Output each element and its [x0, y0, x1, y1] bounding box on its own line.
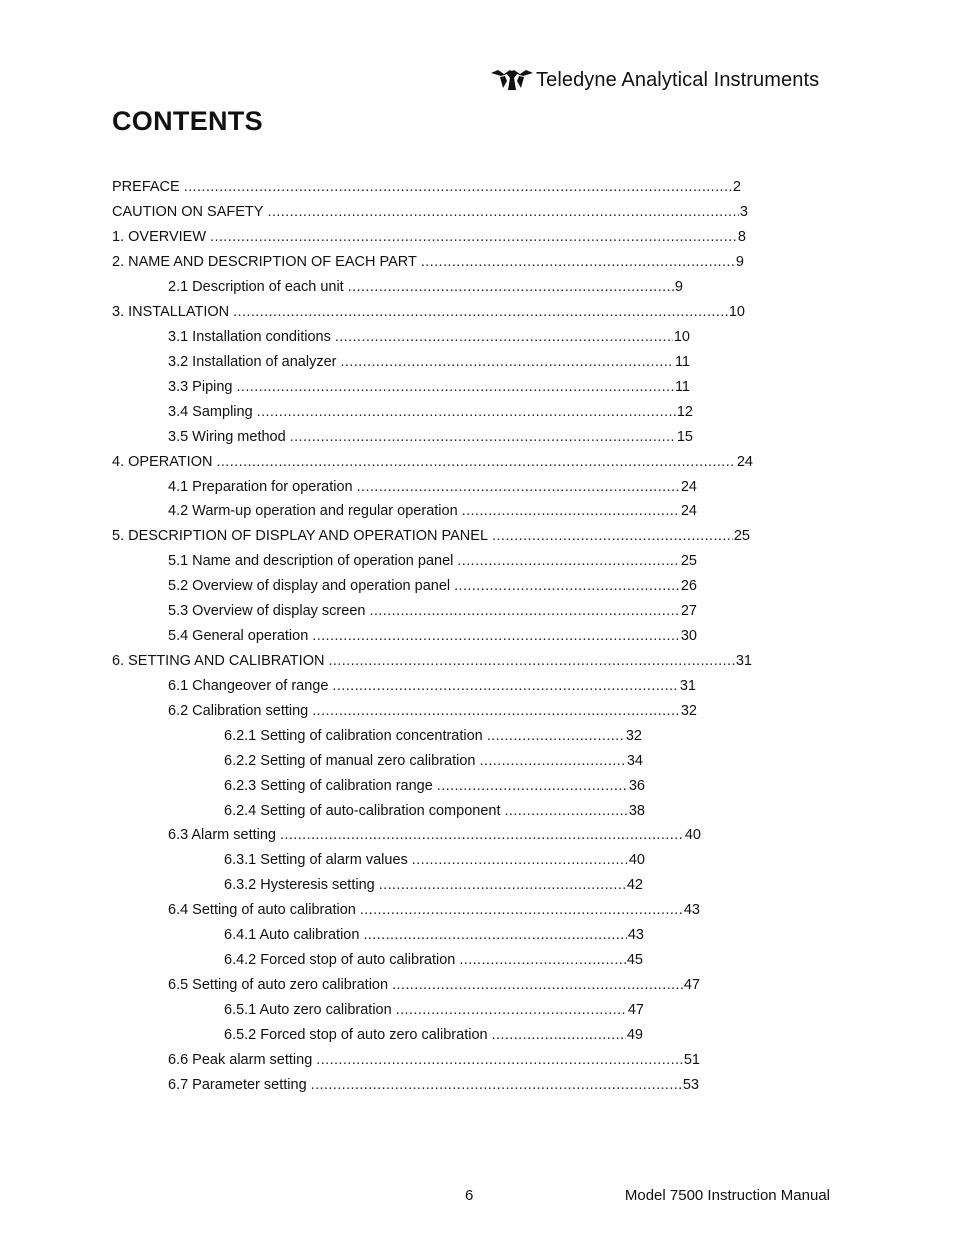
table-of-contents: [112, 175, 772, 1097]
toc-entry-title: 2.1 Description of each unit: [168, 279, 344, 296]
toc-page-number: 27: [680, 603, 697, 620]
toc-dot-leader: [280, 827, 684, 843]
toc-entry-title: 6.2.2 Setting of manual zero calibration: [224, 752, 476, 769]
toc-page-number: 47: [627, 1001, 644, 1018]
toc-dot-leader: [290, 429, 676, 445]
toc-page-number: 11: [674, 353, 690, 370]
teledyne-logo-icon: [490, 68, 534, 92]
toc-entry[interactable]: [112, 225, 772, 250]
toc-entry[interactable]: [112, 175, 772, 200]
toc-entry[interactable]: [112, 250, 772, 275]
toc-entry[interactable]: [112, 823, 772, 848]
toc-dot-leader: [184, 179, 732, 195]
page-title: CONTENTS: [112, 106, 263, 136]
toc-entry[interactable]: [112, 873, 772, 898]
toc-entry-title: 6.4 Setting of auto calibration: [168, 902, 356, 919]
toc-entry-title: 4. OPERATION: [112, 453, 213, 470]
toc-page-number: 32: [625, 727, 642, 744]
toc-page-number: 10: [728, 304, 745, 321]
toc-entry[interactable]: [112, 948, 772, 973]
toc-page-number: 53: [682, 1076, 699, 1093]
toc-entry-title: PREFACE: [112, 179, 180, 196]
toc-entry[interactable]: [112, 973, 772, 998]
toc-entry[interactable]: [112, 624, 772, 649]
toc-dot-leader: [216, 454, 735, 470]
toc-page-number: 25: [680, 553, 697, 570]
toc-entry-title: 1. OVERVIEW: [112, 229, 207, 246]
toc-entry[interactable]: [112, 549, 772, 574]
toc-entry-title: 6.2.3 Setting of calibration range: [224, 777, 433, 794]
toc-entry[interactable]: [112, 200, 772, 225]
toc-entry-title: 6.3.1 Setting of alarm values: [224, 852, 408, 869]
toc-entry-title: 6.6 Peak alarm setting: [168, 1051, 313, 1068]
toc-page-number: 26: [680, 578, 697, 595]
brand-header: [490, 66, 819, 94]
toc-dot-leader: [332, 678, 678, 694]
toc-dot-leader: [492, 528, 733, 544]
toc-entry-title: 6.3.2 Hysteresis setting: [224, 877, 375, 894]
toc-dot-leader: [335, 329, 673, 345]
toc-dot-leader: [340, 354, 673, 370]
toc-entry[interactable]: [112, 698, 772, 723]
toc-entry[interactable]: [112, 499, 772, 524]
toc-page-number: 2: [732, 179, 741, 196]
toc-entry-title: 3.3 Piping: [168, 378, 233, 395]
toc-entry[interactable]: [112, 1022, 772, 1047]
toc-entry-title: 6.7 Parameter setting: [168, 1076, 307, 1093]
toc-dot-leader: [267, 204, 738, 220]
toc-entry[interactable]: [112, 848, 772, 873]
toc-dot-leader: [492, 1027, 626, 1043]
toc-entry-title: CAUTION ON SAFETY: [112, 204, 264, 221]
toc-dot-leader: [437, 778, 628, 794]
toc-dot-leader: [487, 728, 625, 744]
toc-entry-title: 5.1 Name and description of operation panel: [168, 553, 454, 570]
toc-page-number: 47: [683, 976, 700, 993]
toc-entry[interactable]: [112, 275, 772, 300]
footer-page-number: 6: [465, 1187, 474, 1204]
toc-dot-leader: [357, 479, 680, 495]
toc-page-number: 11: [674, 378, 690, 395]
toc-entry[interactable]: [112, 349, 772, 374]
toc-dot-leader: [328, 653, 734, 669]
toc-dot-leader: [237, 379, 674, 395]
toc-page-number: 24: [680, 503, 697, 520]
toc-page-number: 9: [674, 279, 683, 296]
toc-dot-leader: [311, 1077, 682, 1093]
toc-entry-title: 6.2 Calibration setting: [168, 702, 309, 719]
toc-dot-leader: [457, 553, 680, 569]
toc-entry-title: 6.5 Setting of auto zero calibration: [168, 976, 389, 993]
toc-dot-leader: [421, 254, 735, 270]
toc-page-number: 45: [626, 952, 643, 969]
toc-entry[interactable]: [112, 524, 772, 549]
toc-entry[interactable]: [112, 748, 772, 773]
toc-page-number: 10: [673, 328, 690, 345]
toc-page-number: 9: [735, 254, 744, 271]
toc-entry-title: 6. SETTING AND CALIBRATION: [112, 652, 325, 669]
toc-page-number: 42: [626, 877, 643, 894]
toc-entry[interactable]: [112, 1072, 772, 1097]
toc-page-number: 34: [626, 752, 643, 769]
toc-page-number: 43: [683, 902, 700, 919]
toc-page-number: 40: [628, 852, 645, 869]
toc-page-number: 24: [736, 453, 753, 470]
toc-entry[interactable]: [112, 325, 772, 350]
toc-entry[interactable]: [112, 599, 772, 624]
toc-dot-leader: [363, 927, 626, 943]
toc-dot-leader: [312, 628, 680, 644]
toc-entry-title: 6.5.1 Auto zero calibration: [224, 1001, 392, 1018]
toc-page-number: 32: [680, 702, 697, 719]
toc-page-number: 30: [680, 628, 697, 645]
toc-dot-leader: [504, 803, 627, 819]
toc-page-number: 43: [627, 927, 644, 944]
toc-entry[interactable]: [112, 449, 772, 474]
toc-dot-leader: [379, 877, 626, 893]
toc-dot-leader: [348, 279, 674, 295]
toc-page-number: 51: [683, 1051, 700, 1068]
toc-dot-leader: [462, 503, 680, 519]
toc-entry[interactable]: [112, 300, 772, 325]
toc-dot-leader: [396, 1002, 627, 1018]
toc-entry[interactable]: [112, 1047, 772, 1072]
toc-page-number: 40: [684, 827, 701, 844]
toc-entry-title: 3.5 Wiring method: [168, 428, 286, 445]
toc-entry-title: 6.4.2 Forced stop of auto calibration: [224, 952, 456, 969]
toc-entry-title: 5.2 Overview of display and operation panel: [168, 578, 451, 595]
toc-entry-title: 6.5.2 Forced stop of auto zero calibration: [224, 1026, 488, 1043]
toc-page-number: 49: [626, 1026, 643, 1043]
toc-dot-leader: [316, 1052, 683, 1068]
toc-dot-leader: [459, 952, 626, 968]
toc-dot-leader: [210, 229, 737, 245]
toc-entry-title: 6.3 Alarm setting: [168, 827, 276, 844]
toc-dot-leader: [479, 753, 625, 769]
toc-entry[interactable]: [112, 424, 772, 449]
toc-entry[interactable]: [112, 374, 772, 399]
toc-dot-leader: [312, 703, 680, 719]
toc-entry-title: 3.1 Installation conditions: [168, 328, 331, 345]
toc-entry[interactable]: [112, 798, 772, 823]
toc-entry-title: 4.2 Warm-up operation and regular operation: [168, 503, 458, 520]
toc-dot-leader: [392, 977, 683, 993]
toc-entry-title: 4.1 Preparation for operation: [168, 478, 353, 495]
toc-page-number: 24: [680, 478, 697, 495]
toc-entry[interactable]: [112, 673, 772, 698]
toc-page-number: 12: [676, 403, 693, 420]
footer-manual-title: Model 7500 Instruction Manual: [624, 1187, 830, 1204]
toc-dot-leader: [257, 404, 676, 420]
toc-entry[interactable]: [112, 898, 772, 923]
toc-entry[interactable]: [112, 574, 772, 599]
toc-entry-title: 6.1 Changeover of range: [168, 677, 329, 694]
toc-dot-leader: [369, 603, 679, 619]
toc-dot-leader: [454, 578, 680, 594]
toc-page-number: 36: [628, 777, 645, 794]
toc-entry-title: 2. NAME AND DESCRIPTION OF EACH PART: [112, 254, 417, 271]
toc-page-number: 38: [628, 802, 645, 819]
toc-entry-title: 3. INSTALLATION: [112, 304, 230, 321]
toc-entry-title: 6.4.1 Auto calibration: [224, 927, 360, 944]
toc-entry[interactable]: [112, 923, 772, 948]
toc-dot-leader: [233, 304, 728, 320]
toc-entry-title: 5.4 General operation: [168, 628, 309, 645]
toc-entry[interactable]: [112, 997, 772, 1022]
toc-entry[interactable]: [112, 399, 772, 424]
toc-dot-leader: [360, 902, 683, 918]
brand-name: Teledyne Analytical Instruments: [536, 68, 820, 91]
toc-entry[interactable]: [112, 649, 772, 674]
toc-page-number: 8: [737, 229, 746, 246]
toc-dot-leader: [412, 852, 628, 868]
toc-entry-title: 6.2.1 Setting of calibration concentration: [224, 727, 483, 744]
toc-entry-title: 3.4 Sampling: [168, 403, 253, 420]
toc-entry-title: 5.3 Overview of display screen: [168, 603, 366, 620]
toc-entry[interactable]: [112, 773, 772, 798]
toc-page-number: 3: [739, 204, 748, 221]
toc-page-number: 25: [733, 528, 750, 545]
toc-entry-title: 5. DESCRIPTION OF DISPLAY AND OPERATION PANEL: [112, 528, 489, 545]
toc-entry[interactable]: [112, 723, 772, 748]
toc-entry-title: 3.2 Installation of analyzer: [168, 353, 337, 370]
toc-page-number: 15: [676, 428, 693, 445]
toc-page-number: 31: [735, 652, 752, 669]
toc-page-number: 31: [679, 677, 696, 694]
toc-entry-title: 6.2.4 Setting of auto-calibration component: [224, 802, 501, 819]
toc-entry[interactable]: [112, 474, 772, 499]
